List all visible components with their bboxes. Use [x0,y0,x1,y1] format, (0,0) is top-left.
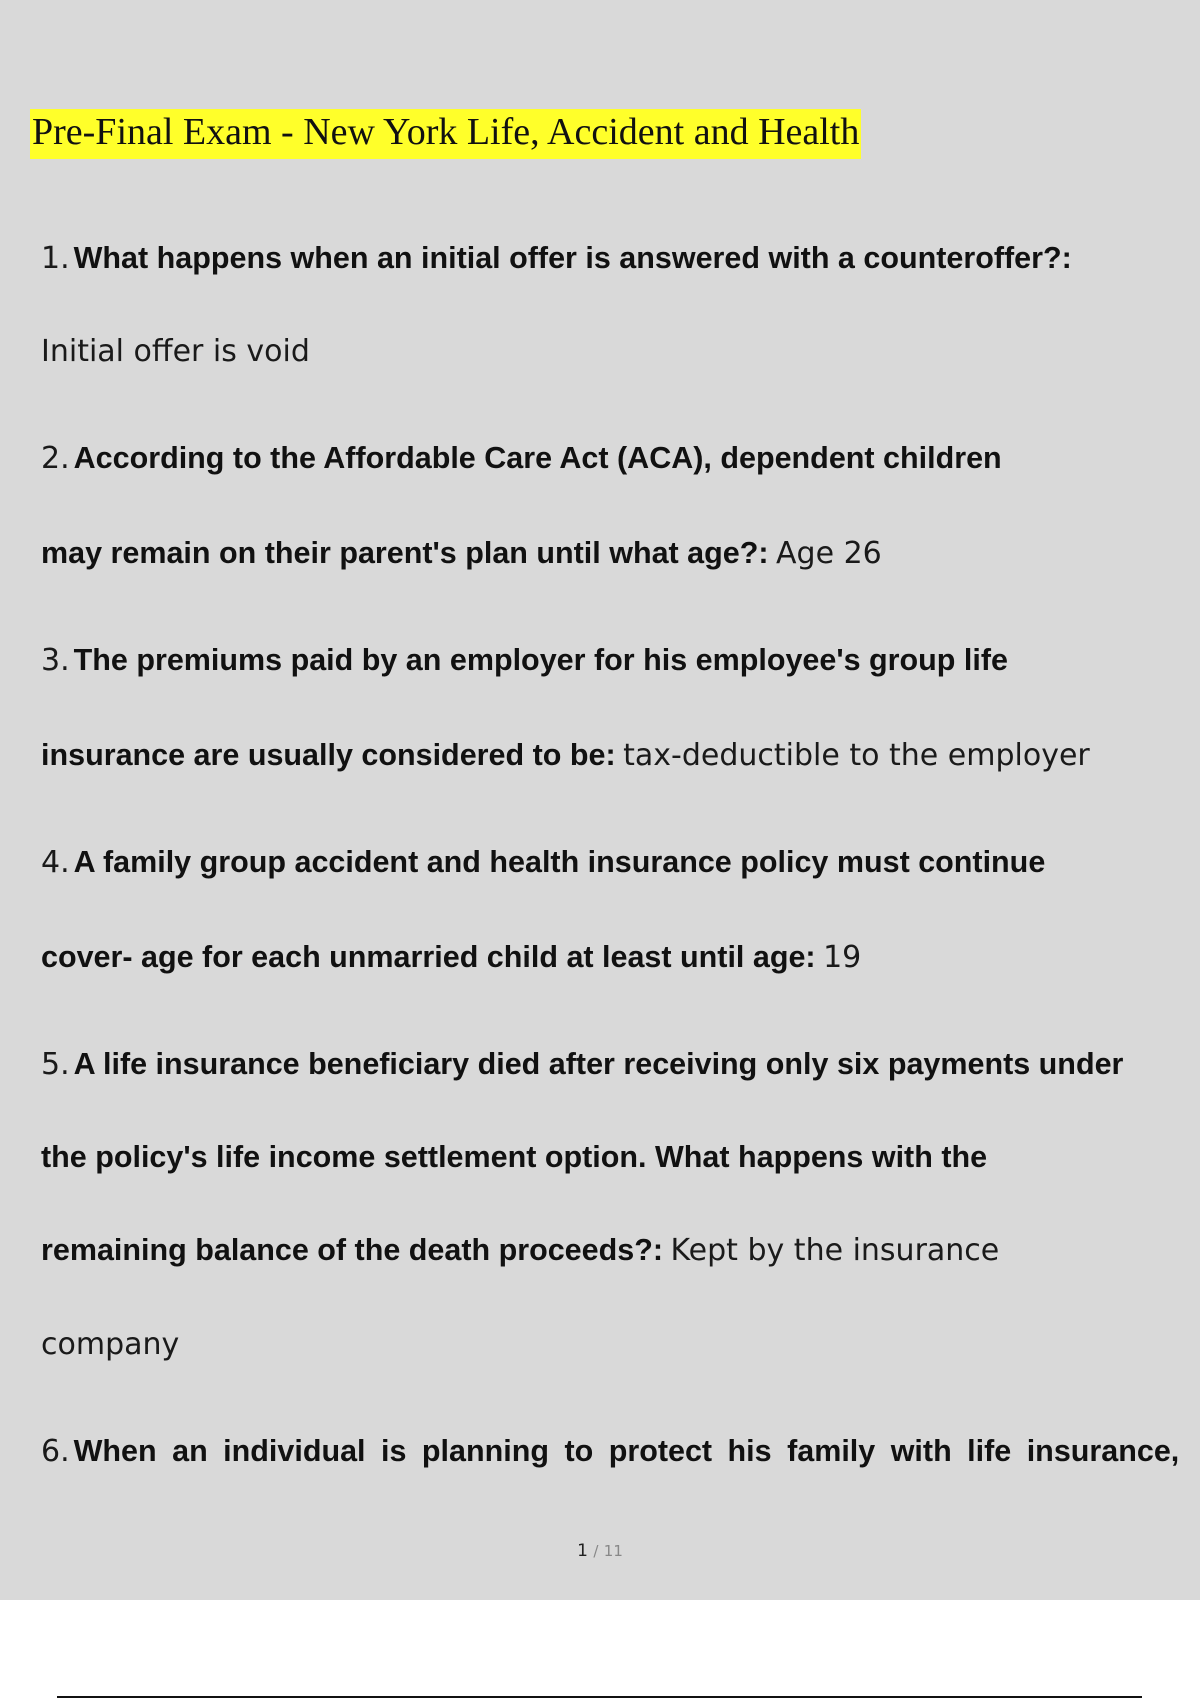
question-text: What happens when an initial offer is answered with a counteroffer?: [73,241,1072,275]
question-4-line-2 [41,939,861,976]
next-page-rule [57,1696,1142,1698]
question-5-line-2 [41,1139,987,1176]
question-5-line-1 [41,1046,1123,1083]
question-text: remaining balance of the death proceeds?: [41,1233,663,1267]
question-2-line-2 [41,535,882,572]
question-text: cover- age for each unmarried child at least until age: [41,940,816,974]
question-5-line-4 [41,1327,179,1363]
question-4-line-1 [41,844,1045,881]
question-text: A family group accident and health insurance policy must continue [73,845,1046,879]
question-number: 5. [41,1047,70,1082]
question-number: 4. [41,845,70,880]
question-text: the policy's life income settlement option. What happens with the [41,1140,988,1174]
question-number: 3. [41,643,70,678]
question-6-line-1 [41,1433,1191,1470]
question-2-line-1 [41,440,1002,477]
question-3-line-1 [41,642,1008,679]
question-number: 1. [41,241,70,276]
answer-text: company [41,1327,180,1362]
answer-text: Initial offer is void [41,334,310,369]
question-text: insurance are usually considered to be: [41,738,616,772]
current-page-number: 1 [577,1541,588,1561]
page-indicator [0,1541,1200,1561]
question-1-line-2 [41,334,310,370]
question-number: 2. [41,441,70,476]
question-3-line-2 [41,737,1090,774]
answer-text: tax-deductible to the employer [623,738,1090,773]
question-text: According to the Affordable Care Act (ACA), dependent children [73,441,1002,475]
title-highlight: Pre-Final Exam - New York Life, Accident and Health [30,109,861,159]
question-5-line-3 [41,1232,999,1269]
total-pages: 11 [603,1542,623,1560]
question-text: The premiums paid by an employer for his employee's group life [73,643,1008,677]
question-number: 6. [41,1434,70,1469]
document-title [28,108,863,159]
answer-text: Kept by the insurance [670,1233,1000,1268]
question-text: A life insurance beneficiary died after receiving only six payments under [73,1047,1124,1081]
question-text: may remain on their parent's plan until what age?: [41,536,769,570]
question-1-line-1 [41,240,1072,277]
answer-text: Age 26 [776,536,882,571]
page-separator: / [593,1542,599,1560]
question-text: When an individual is planning to protect his family with life insurance, [73,1434,1180,1468]
answer-text: 19 [823,940,862,975]
